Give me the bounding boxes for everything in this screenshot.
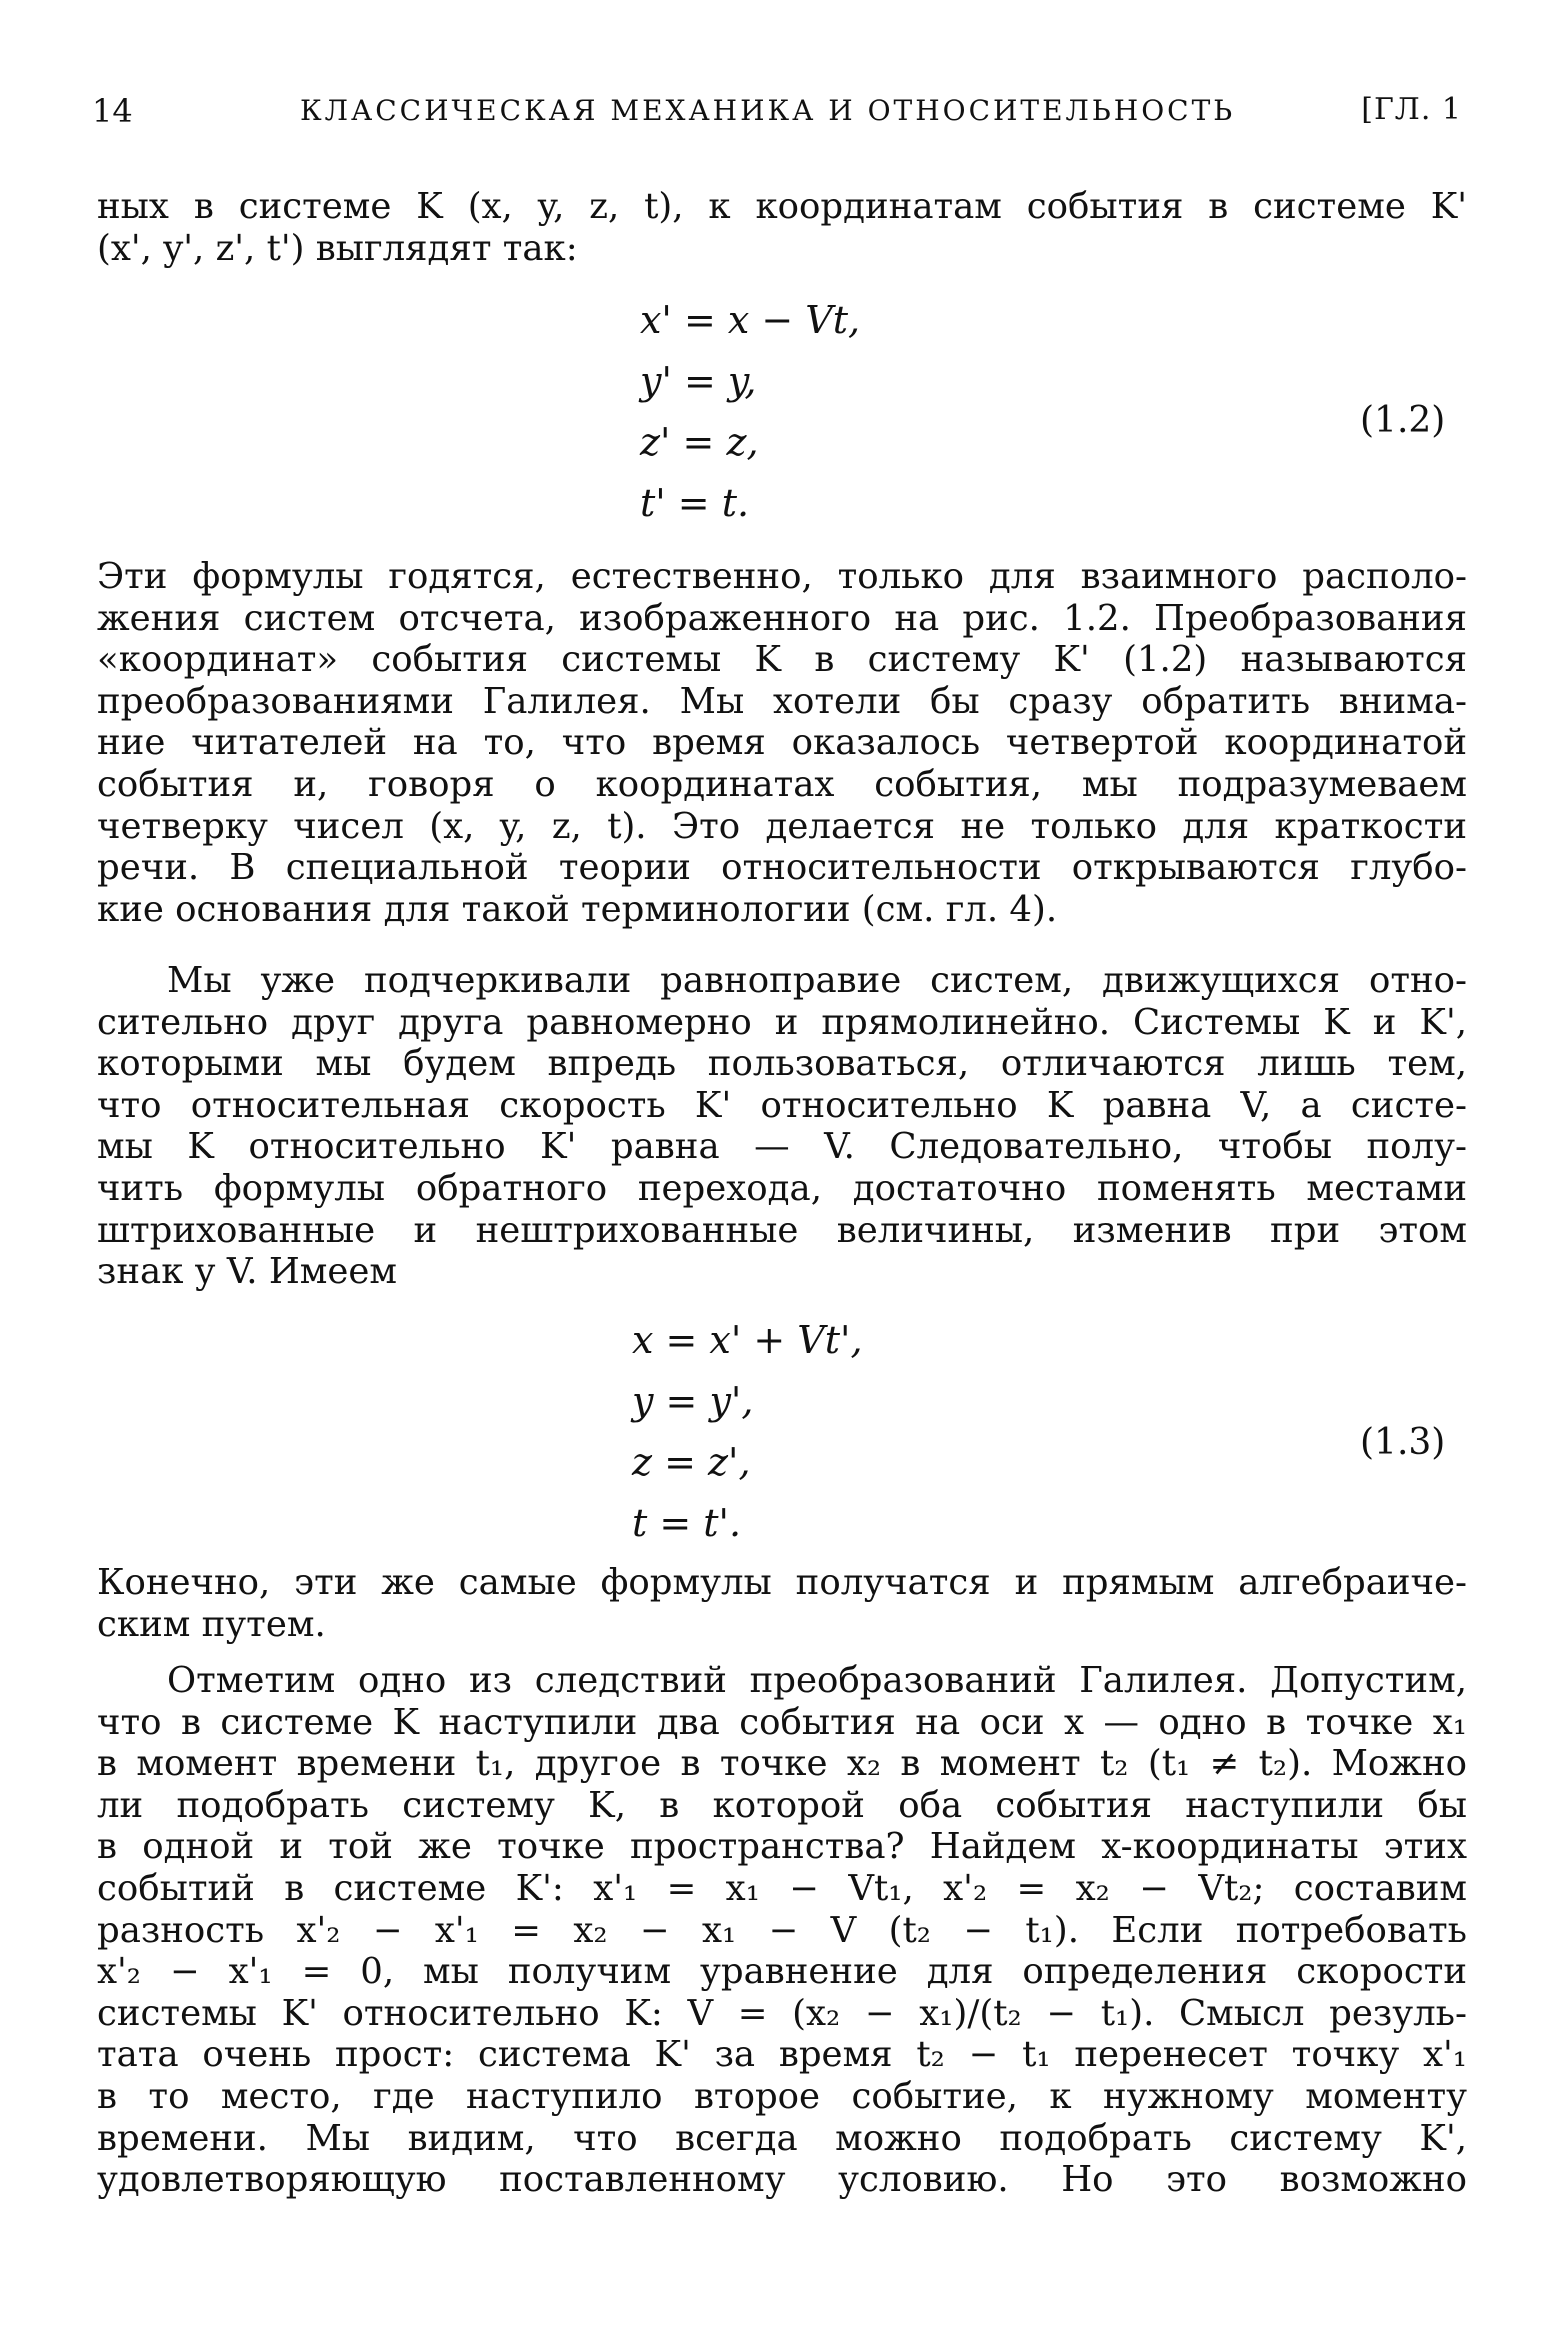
text-line: ли подобрать систему K, в которой оба события наступили бы [97,1784,1467,1826]
running-header [92,92,1462,132]
text-line: что в системе K наступили два события на оси x — одно в точке x₁ [97,1701,1467,1743]
text-line: которыми мы будем впредь пользоваться, отличаются лишь тем, [97,1043,1467,1085]
equation-1-2 [640,290,860,534]
text-line: в то место, где наступило второе событие, к нужному моменту [97,2075,1467,2117]
text-line: ных в системе K (x, y, z, t), к координатам события в системе K' [97,186,1467,227]
equation-line: x' = x − Vt, [640,298,861,342]
text-line: Отметим одно из следствий преобразований Галилея. Допустим, [167,1660,1467,1701]
text-line: ским путем. [97,1603,326,1645]
text-line: жения систем отсчета, изображенного на рис. 1.2. Преобразования [97,597,1467,639]
text-line: тата очень прост: система K' за время t₂ − t₁ перенесет точку x'₁ [97,2034,1467,2076]
text-line: кие основания для такой терминологии (см. гл. 4). [97,888,1058,930]
text-line: системы K' относительно K: V = (x₂ − x₁)/(t₂ − t₁). Смысл резуль- [97,1992,1467,2034]
equation-line: z = z', [632,1440,751,1484]
text-line: разность x'₂ − x'₁ = x₂ − x₁ − V (t₂ − t₁). Если потребовать [97,1909,1467,1951]
text-line: штрихованные и нештрихованные величины, изменив при этом [97,1209,1467,1251]
text-line: ние читателей на то, что время оказалось четвертой координатой [97,722,1467,764]
text-line: времени. Мы видим, что всегда можно подобрать систему K', [97,2117,1467,2159]
text-line: «координат» события системы K в систему K' (1.2) называются [97,639,1467,681]
equation-line: y = y', [632,1379,754,1423]
text-line: мы K относительно K' равна — V. Следовательно, чтобы полу- [97,1126,1467,1168]
text-line: чить формулы обратного перехода, достаточно поменять местами [97,1167,1467,1209]
equation-line: z' = z, [640,420,759,464]
running-title: КЛАССИЧЕСКАЯ МЕХАНИКА И ОТНОСИТЕЛЬНОСТЬ [300,94,1236,127]
equation-line: x = x' + Vt', [632,1318,863,1362]
text-line: знак у V. Имеем [97,1251,398,1293]
equation-line: y' = y, [640,359,757,403]
text-line: преобразованиями Галилея. Мы хотели бы сразу обратить внима- [97,680,1467,722]
text-line: удовлетворяющую поставленному условию. Но это возможно [97,2159,1467,2201]
text-line: четверку чисел (x, y, z, t). Это делается не только для краткости [97,805,1467,847]
page-number: 14 [92,92,133,130]
text-line: Конечно, эти же самые формулы получатся и прямым алгебраиче- [97,1562,1467,1603]
text-line: (x', y', z', t') выглядят так: [97,227,578,269]
equation-line: t' = t. [640,481,750,525]
paragraph-4 [97,1562,1467,1645]
text-line: в одной и той же точке пространства? Найдем x-координаты этих [97,1826,1467,1868]
text-line: речи. В специальной теории относительности открываются глубо- [97,847,1467,889]
text-line: событий в системе K': x'₁ = x₁ − Vt₁, x'₂ = x₂ − Vt₂; составим [97,1867,1467,1909]
paragraph-3 [97,960,1467,1293]
chapter-label: [ГЛ. 1 [1361,92,1462,127]
text-line: Мы уже подчеркивали равноправие систем, движущихся отно- [167,960,1467,1001]
equation-1-3 [632,1310,863,1554]
text-line: Эти формулы годятся, естественно, только для взаимного располо- [97,556,1467,597]
paragraph-5 [97,1660,1467,2201]
text-line: в момент времени t₁, другое в точке x₂ в момент t₂ (t₁ ≠ t₂). Можно [97,1743,1467,1785]
paragraph-1 [97,186,1467,269]
text-line: события и, говоря о координатах события, мы подразумеваем [97,763,1467,805]
text-line: что относительная скорость K' относительно K равна V, а систе- [97,1084,1467,1126]
equation-line: t = t'. [632,1501,742,1545]
equation-number-1-2: (1.2) [1360,400,1446,441]
equation-number-1-3: (1.3) [1360,1422,1446,1463]
text-line: сительно друг друга равномерно и прямолинейно. Системы K и K', [97,1001,1467,1043]
paragraph-2 [97,556,1467,930]
text-line: x'₂ − x'₁ = 0, мы получим уравнение для определения скорости [97,1951,1467,1993]
